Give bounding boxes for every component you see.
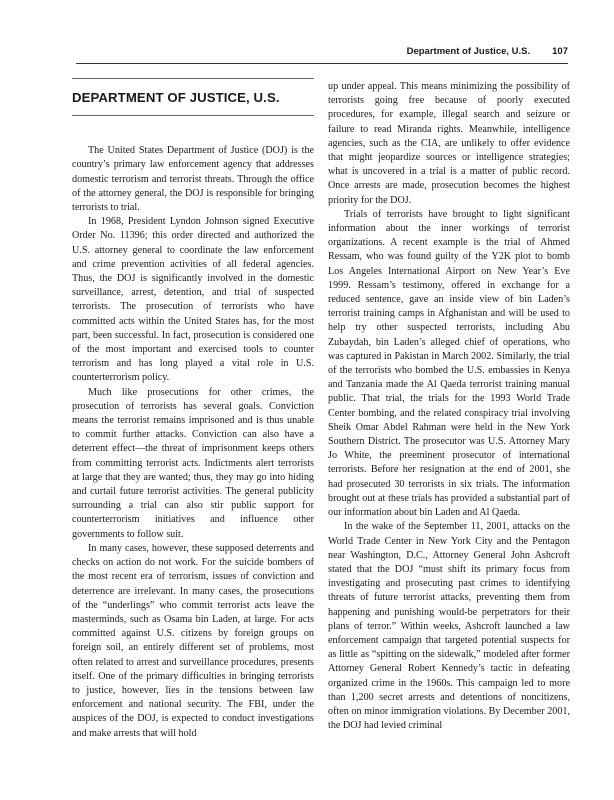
paragraph: In the wake of the September 11, 2001, attacks on the World Trade Center in New York City and the Pentagon near Washington, D.C., Attorney General John Ashcroft stated that the DOJ “must shift its primary focus from investigating and prosecuting past crimes to identifying threats of future terrorist attacks, preventing them from happening and punishing would-be perpetrators for their plans of terror.” Within weeks, Ashcroft launched a law enforcement campaign that targeted potential suspects for as little as “spitting on the sidewalk,” modeled after former Attorney General Robert Kennedy’s tactic in defeating organized crime in the 1960s. This campaign led to more than 1,200 secret arrests and detentions of noncitizens, often on minor immigration violations. By December 2001, the DOJ had levied criminal <box>328 521 570 732</box>
paragraph: The United States Department of Justice (DOJ) is the country’s primary law enforcement agency that addresses domestic terrorism and terrorist threats. Through the office of the attorney general, the DOJ is responsible for bringing terrorists to trial. <box>72 145 314 214</box>
page-number: 107 <box>552 46 568 57</box>
paragraph: Much like prosecutions for other crimes, the prosecution of terrorists has several goals. Conviction means the terrorist remains imprisoned and is thus unable to commit further attacks. Conviction can also have a deterrent effect—the threat of imprisonment keeps others from committing terrorist acts. Indictments alert terrorists at large that they are wanted; thus, they may go into hiding and curtail future terrorist activities. The general publicity surrounding a trial can also stir public support for counterterrorism initiatives and influence other governments to follow suit. <box>72 386 314 540</box>
right-column <box>328 80 570 733</box>
left-column <box>72 78 314 741</box>
paragraph: Trials of terrorists have brought to light significant information about the inner workings of terrorist organizations. A recent example is the trial of Ahmed Ressam, who was found guilty of the Y2K plot to bomb Los Angeles International Airport on New Year’s Eve 1999. Ressam’s testimony, offered in exchange for a reduced sentence, gave an inside view of bin Laden’s terrorist training camps in Afghanistan and will be used to help try other suspected terrorists, including Abu Zubaydah, bin Laden’s alleged chief of operations, who was captured in Pakistan in March 2002. Similarly, the trial of the terrorists who bombed the U.S. embassies in Kenya and Tanzania made the Al Qaeda terrorist training manual public. That trial, the trials for the 1993 World Trade Center bombing, and the related conspiracy trial involving Sheik Omar Abdel Rahman were held in the New York Southern District. The prosecutor was U.S. Attorney Mary Jo White, the preeminent prosecutor of international terrorists. Before her resignation at the end of 2001, she had prosecuted 30 terrorists in six trials. The information brought out at these trials has provided a substantial part of our information about bin Laden and Al Qaeda. <box>328 208 570 519</box>
running-title: Department of Justice, U.S. <box>406 46 531 57</box>
entry-title: DEPARTMENT OF JUSTICE, U.S. <box>72 90 280 105</box>
running-head <box>76 46 568 60</box>
paragraph: In 1968, President Lyndon Johnson signed Executive Order No. 11396; this order directed and authorized the U.S. attorney general to coordinate the law enforcement and crime prevention activities of all federal agencies. Thus, the DOJ is significantly involved in the domestic surveillance, arrest, detention, and trial of suspected terrorists. The prosecution of terrorists who have committed acts within the United States has, for the most part, been successful. In fact, prosecution is considered one of the most important and exercised tools to counter terrorism and has long played a vital role in U.S. counterterrorism policy. <box>72 216 314 384</box>
paragraph-continuation: up under appeal. This means minimizing the possibility of terrorists going free because of poorly executed procedures, for example, illegal search and seizure or failure to read Miranda rights. Meanwhile, intelligence agencies, such as the CIA, are unlikely to offer evidence that might jeopardize sources or intelligence strategies; what is uncovered in a trial is a matter of public record. Once arrests are made, prosecution becomes the highest priority for the DOJ. <box>328 81 570 206</box>
entry-title-block <box>72 78 314 116</box>
header-rule <box>76 63 568 64</box>
paragraph: In many cases, however, these supposed deterrents and checks on action do not work. For the suicide bombers of the most recent era of terrorism, issues of conviction and deterrence are irrelevant. In many cases, the prosecutions of the “underlings” who commit terrorist acts leave the masterminds, such as Osama bin Laden, at large. For acts committed against U.S. citizens by foreign groups on foreign soil, an entirely different set of problems, most often related to arrest and surveillance procedures, presents itself. One of the primary difficulties in bringing terrorists to justice, however, lies in the tensions between law enforcement and national security. The FBI, under the auspices of the DOJ, is expected to conduct investigations and make arrests that will hold <box>72 542 314 739</box>
